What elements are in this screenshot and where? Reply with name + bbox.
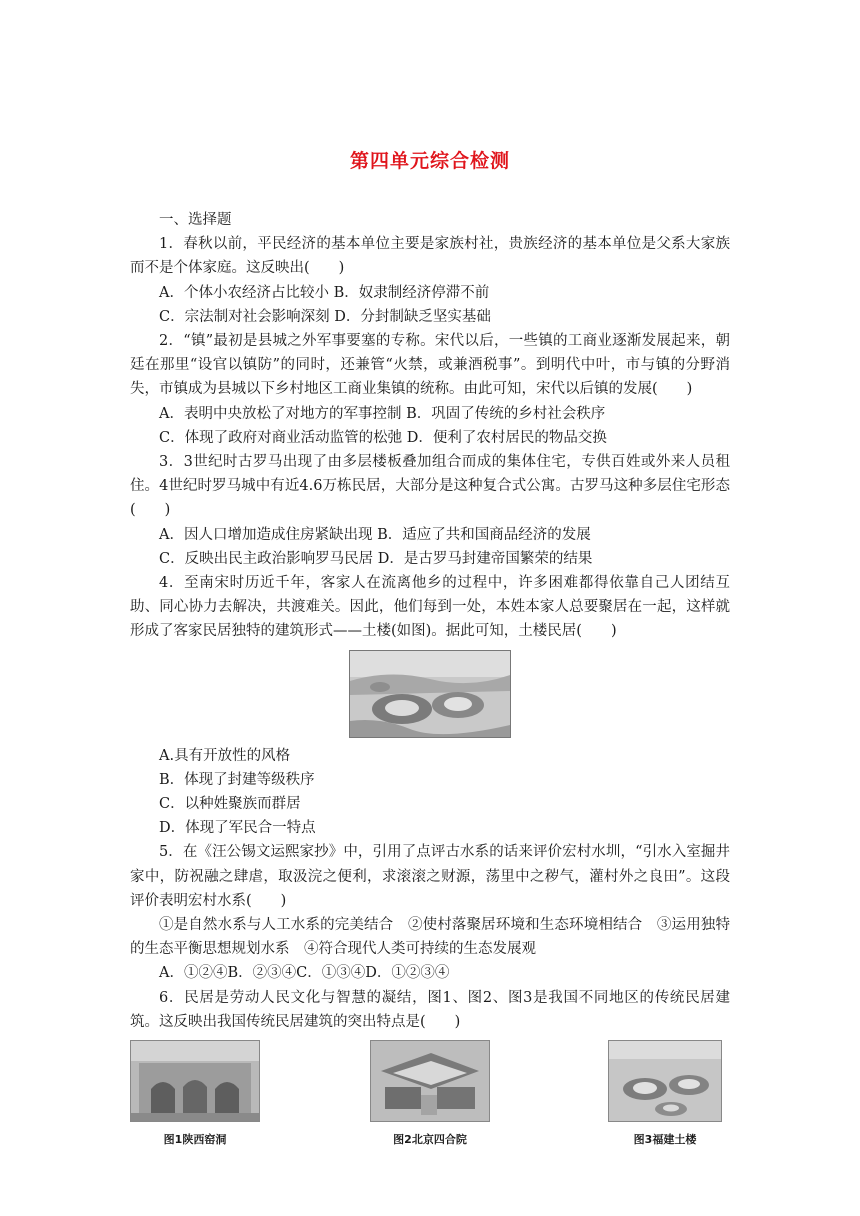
question-3-options-row-1: A．因人口增加造成住房紧缺出现 B．适应了共和国商品经济的发展 — [159, 526, 591, 543]
figure-3-caption: 图3福建土楼 — [633, 1133, 697, 1147]
question-1-options-row-2: C．宗法制对社会影响深刻 D．分封制缺乏坚实基础 — [159, 308, 491, 325]
question-6-stem: 6．民居是劳动人民文化与智慧的凝结，图1、图2、图3是我国不同地区的传统民居建筑。这反映出我国传统民居建筑的突出特点是( ) — [130, 989, 730, 1030]
question-4-stem: 4．至南宋时历近千年，客家人在流离他乡的过程中，许多困难都得依靠自己人团结互助、同心协力去解决，共渡难关。因此，他们每到一处，本姓本家人总要聚居在一起，这样就形成了客家民居独特的建筑形式——土楼(如图)。据此可知，土楼民居( ) — [130, 575, 730, 640]
question-1-options-row-1: A．个体小农经济占比较小 B．奴隶制经济停滞不前 — [159, 284, 490, 301]
cave-dwelling-image — [130, 1040, 260, 1122]
question-5-options: A．①②④B．②③④C．①③④D．①②③④ — [159, 965, 450, 982]
question-content — [130, 208, 730, 1152]
section-heading: 一、选择题 — [159, 212, 232, 228]
tulou-image-2 — [608, 1040, 722, 1122]
figure-3 — [600, 1040, 730, 1152]
question-4-option-c: C．以种姓聚族而群居 — [159, 796, 301, 813]
question-1-stem: 1．春秋以前，平民经济的基本单位主要是家族村社，贵族经济的基本单位是父系大家族而不是个体家庭。这反映出( ) — [130, 236, 730, 277]
question-2-stem: 2．“镇”最初是县城之外军事要塞的专称。宋代以后，一些镇的工商业逐渐发展起来，朝廷在那里“设官以镇防”的同时，还兼管“火禁，或兼酒税事”。到明代中叶，市与镇的分野消失，市镇成为县城以下乡村地区工商业集镇的统称。由此可知，宋代以后镇的发展( ) — [130, 333, 730, 398]
question-4-option-b: B．体现了封建等级秩序 — [159, 771, 315, 788]
figure-2-caption: 图2北京四合院 — [393, 1133, 467, 1147]
question-2-options-row-1: A．表明中央放松了对地方的军事控制 B．巩固了传统的乡村社会秩序 — [159, 405, 606, 422]
figure-1 — [130, 1040, 260, 1152]
siheyuan-image — [370, 1040, 490, 1122]
tulou-image — [349, 650, 511, 738]
question-3-stem: 3．3世纪时古罗马出现了由多层楼板叠加组合而成的集体住宅，专供百姓或外来人员租住。4世纪时罗马城中有近4.6万栋民居，大部分是这种复合式公寓。古罗马这种多层住宅形态( ) — [130, 454, 730, 519]
question-3-options-row-2: C．反映出民主政治影响罗马民居 D．是古罗马封建帝国繁荣的结果 — [159, 550, 593, 567]
question-4-option-a: A.具有开放性的风格 — [159, 747, 291, 764]
page-title: 第四单元综合检测 — [349, 150, 510, 172]
question-4-option-d: D．体现了军民合一特点 — [159, 820, 316, 837]
question-5-statements: ①是自然水系与人工水系的完美结合 ②使村落聚居环境和生态环境相结合 ③运用独特的生态平衡思想规划水系 ④符合现代人类可持续的生态发展观 — [130, 917, 730, 958]
question-5-stem: 5．在《汪公锡文运熙家抄》中，引用了点评古水系的话来评价宏村水圳，“引水入室掘井家中，防祝融之肆虐，取汲浣之便利，求滚滚之财源，荡里中之秽气，灌村外之良田”。这段评价表明宏村水系( ) — [130, 844, 730, 909]
figure-1-caption: 图1陕西窑洞 — [163, 1133, 227, 1147]
figure-row — [130, 1040, 730, 1152]
figure-2 — [365, 1040, 495, 1152]
tulou-photo — [130, 650, 730, 738]
question-2-options-row-2: C．体现了政府对商业活动监管的松弛 D．便利了农村居民的物品交换 — [159, 429, 607, 446]
